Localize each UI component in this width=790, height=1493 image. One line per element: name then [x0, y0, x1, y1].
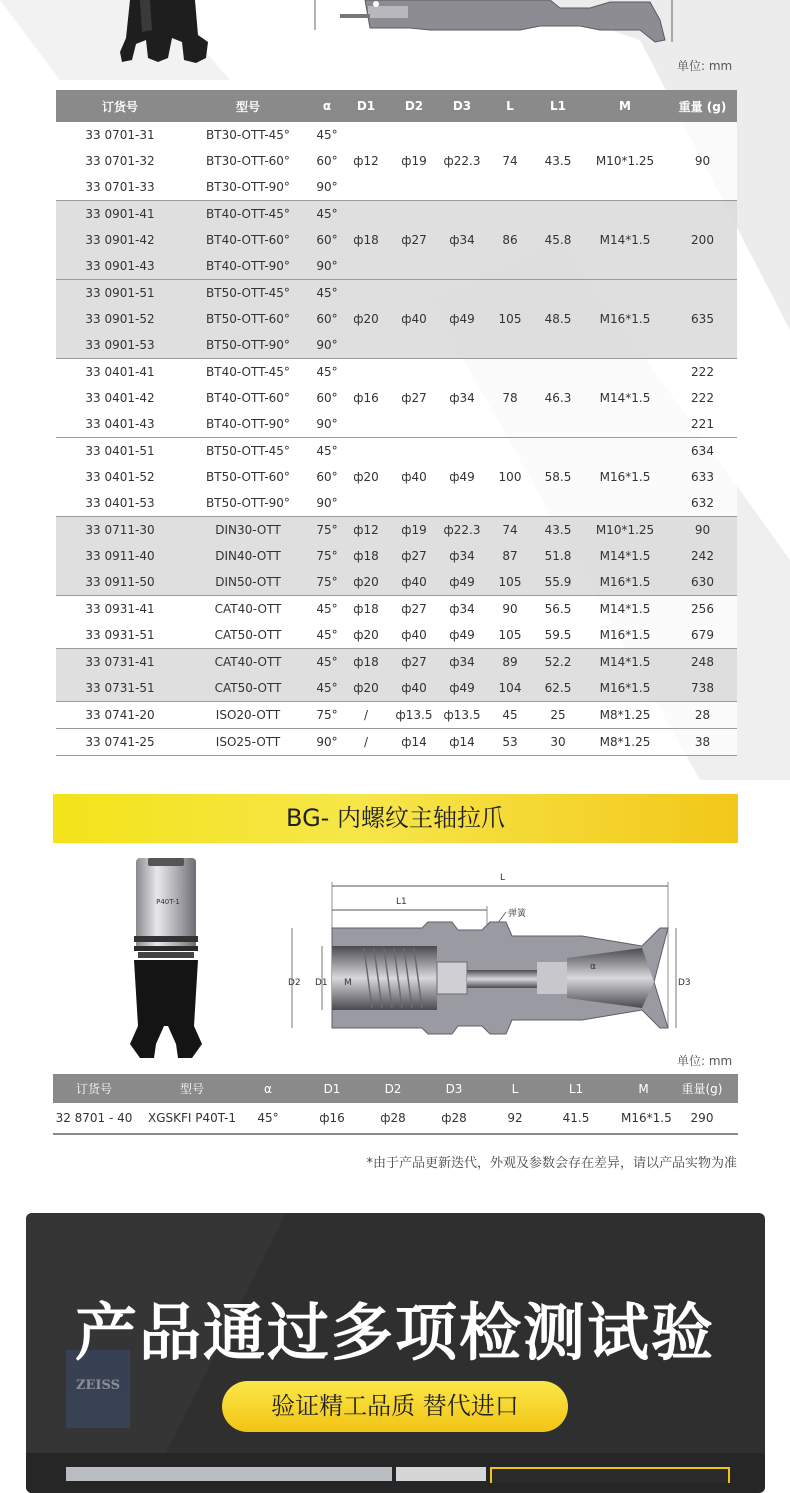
- weight-cell: 738: [668, 675, 737, 702]
- model-cell: BT50-OTT-45°: [184, 438, 312, 465]
- order-number-cell: 33 0401-42: [56, 385, 184, 411]
- m-cell: M14*1.5: [582, 649, 668, 676]
- table-row: [56, 122, 737, 148]
- l-cell: 89: [486, 649, 534, 676]
- table-row: [56, 596, 737, 623]
- unit-label-top: 单位: mm: [677, 59, 733, 73]
- model-cell: BT50-OTT-90°: [184, 332, 312, 359]
- d1-cell: ф16: [287, 1103, 377, 1134]
- d2-cell: ф27: [390, 649, 438, 676]
- table-row-group: [56, 359, 737, 438]
- bg-section-title: BG- 内螺纹主轴拉爪: [286, 804, 505, 832]
- d3-cell: ф28: [409, 1103, 499, 1134]
- alpha-cell: 75°: [312, 543, 342, 569]
- d3-cell: ф34: [438, 596, 486, 623]
- d2-cell: ф27: [390, 543, 438, 569]
- order-number-cell: 33 0901-52: [56, 306, 184, 332]
- column-header: α: [249, 1074, 287, 1103]
- model-cell: BT50-OTT-45°: [184, 280, 312, 307]
- model-cell: BT50-OTT-90°: [184, 490, 312, 517]
- table-row-group: [56, 438, 737, 517]
- alpha-cell: 60°: [312, 306, 342, 332]
- model-cell: BT50-OTT-60°: [184, 306, 312, 332]
- l1-cell: 43.5: [534, 122, 582, 201]
- table-row: [56, 649, 737, 676]
- product-engraving: P40T-1: [156, 898, 180, 906]
- l1-cell: 58.5: [534, 438, 582, 517]
- model-cell: DIN50-OTT: [184, 569, 312, 596]
- table-row-group: [56, 280, 737, 359]
- l1-cell: 45.8: [534, 201, 582, 280]
- column-header: L: [499, 1074, 531, 1103]
- m-cell: M16*1.5: [582, 280, 668, 359]
- order-number-cell: 33 0911-50: [56, 569, 184, 596]
- model-cell: BT40-OTT-45°: [184, 201, 312, 228]
- d2-cell: ф40: [390, 569, 438, 596]
- table-row: [56, 569, 737, 596]
- quality-pill: [222, 1381, 568, 1432]
- m-cell: M14*1.5: [582, 359, 668, 438]
- column-header: L: [486, 90, 534, 122]
- m-cell: M16*1.5: [621, 1103, 666, 1134]
- table-header-row: [53, 1074, 738, 1103]
- order-number-cell: 33 0901-51: [56, 280, 184, 307]
- d2-cell: ф14: [390, 729, 438, 756]
- d2-cell: ф27: [390, 359, 438, 438]
- column-header: L1: [531, 1074, 621, 1103]
- table-row-group: [56, 517, 737, 596]
- d3-cell: ф22.3: [438, 517, 486, 544]
- column-header: D3: [409, 1074, 499, 1103]
- weight-cell: 633: [668, 464, 737, 490]
- model-cell: CAT40-OTT: [184, 596, 312, 623]
- alpha-cell: 90°: [312, 332, 342, 359]
- dim-label-L: L: [500, 873, 506, 883]
- table-row-group: [56, 122, 737, 201]
- d2-cell: ф19: [390, 122, 438, 201]
- d3-cell: ф34: [438, 201, 486, 280]
- d3-cell: ф34: [438, 359, 486, 438]
- l1-cell: 56.5: [534, 596, 582, 623]
- weight-cell: 256: [668, 596, 737, 623]
- m-cell: M14*1.5: [582, 543, 668, 569]
- order-number-cell: 33 0701-31: [56, 122, 184, 148]
- order-number-cell: 33 0931-51: [56, 622, 184, 649]
- order-number-cell: 33 0731-41: [56, 649, 184, 676]
- model-cell: CAT50-OTT: [184, 622, 312, 649]
- disclaimer-footnote: *由于产品更新迭代，外观及参数会存在差异，请以产品实物为准: [366, 1156, 737, 1171]
- bg-cross-section-diagram: [282, 866, 692, 1036]
- zeiss-watermark-text: ZEISS: [76, 1378, 120, 1393]
- d1-cell: ф12: [342, 122, 390, 201]
- alpha-cell: 60°: [312, 148, 342, 174]
- table-row-group: [56, 702, 737, 729]
- l-cell: 104: [486, 675, 534, 702]
- column-header: 重量 (g): [668, 90, 737, 122]
- bg-section-banner: [53, 794, 738, 843]
- d2-cell: ф13.5: [390, 702, 438, 729]
- order-number-cell: 33 0901-42: [56, 227, 184, 253]
- order-number-cell: 33 0931-41: [56, 596, 184, 623]
- order-number-cell: 33 0701-32: [56, 148, 184, 174]
- l-cell: 105: [486, 280, 534, 359]
- d3-cell: ф49: [438, 438, 486, 517]
- model-cell: BT30-OTT-90°: [184, 174, 312, 201]
- alpha-cell: 90°: [312, 729, 342, 756]
- d3-cell: ф13.5: [438, 702, 486, 729]
- d3-cell: ф14: [438, 729, 486, 756]
- table-row: [56, 543, 737, 569]
- model-cell: BT50-OTT-60°: [184, 464, 312, 490]
- alpha-cell: 45°: [312, 622, 342, 649]
- d2-cell: ф19: [390, 517, 438, 544]
- order-number-cell: 33 0911-40: [56, 543, 184, 569]
- weight-cell: 630: [668, 569, 737, 596]
- l-cell: 74: [486, 517, 534, 544]
- weight-cell: 634: [668, 438, 737, 465]
- model-cell: BT40-OTT-90°: [184, 253, 312, 280]
- l1-cell: 30: [534, 729, 582, 756]
- l-cell: 92: [499, 1103, 531, 1134]
- model-cell: ISO20-OTT: [184, 702, 312, 729]
- table-row-group: [56, 201, 737, 280]
- column-header: α: [312, 90, 342, 122]
- order-number-cell: 33 0401-52: [56, 464, 184, 490]
- table-row: [56, 438, 737, 465]
- order-number-cell: 33 0701-33: [56, 174, 184, 201]
- l1-cell: 62.5: [534, 675, 582, 702]
- table-row: [56, 622, 737, 649]
- column-header: D3: [438, 90, 486, 122]
- order-number-cell: 33 0901-41: [56, 201, 184, 228]
- alpha-cell: 45°: [312, 122, 342, 148]
- l-cell: 105: [486, 622, 534, 649]
- l1-cell: 51.8: [534, 543, 582, 569]
- column-header: 订货号: [53, 1074, 135, 1103]
- l-cell: 86: [486, 201, 534, 280]
- weight-cell: 28: [668, 702, 737, 729]
- table-row: [53, 1103, 738, 1134]
- model-cell: CAT40-OTT: [184, 649, 312, 676]
- column-header: M: [621, 1074, 666, 1103]
- d3-cell: ф49: [438, 280, 486, 359]
- dim-label-L1: L1: [396, 897, 407, 907]
- m-cell: M16*1.5: [582, 438, 668, 517]
- d1-cell: ф18: [342, 543, 390, 569]
- column-header: D1: [342, 90, 390, 122]
- d1-cell: ф20: [342, 438, 390, 517]
- m-cell: M10*1.25: [582, 122, 668, 201]
- m-cell: M10*1.25: [582, 517, 668, 544]
- model-cell: DIN40-OTT: [184, 543, 312, 569]
- d3-cell: ф34: [438, 543, 486, 569]
- d1-cell: ф18: [342, 649, 390, 676]
- d1-cell: ф20: [342, 280, 390, 359]
- m-cell: M14*1.5: [582, 201, 668, 280]
- test-section-title: 产品通过多项检测试验: [74, 1296, 715, 1369]
- column-header: 型号: [184, 90, 312, 122]
- table-row-group: [56, 649, 737, 702]
- spec-table-ott: [56, 90, 737, 756]
- weight-cell: 248: [668, 649, 737, 676]
- l-cell: 87: [486, 543, 534, 569]
- quality-pill-text: 验证精工品质 替代进口: [271, 1392, 519, 1420]
- order-number-cell: 33 0901-43: [56, 253, 184, 280]
- alpha-cell: 45°: [312, 596, 342, 623]
- model-cell: ISO25-OTT: [184, 729, 312, 756]
- m-cell: M16*1.5: [582, 675, 668, 702]
- alpha-cell: 60°: [312, 464, 342, 490]
- l-cell: 74: [486, 122, 534, 201]
- d1-cell: ф18: [342, 201, 390, 280]
- test-photo-2: [396, 1467, 486, 1481]
- d1-cell: ф18: [342, 596, 390, 623]
- model-cell: BT40-OTT-45°: [184, 359, 312, 386]
- l1-cell: 59.5: [534, 622, 582, 649]
- l1-cell: 52.2: [534, 649, 582, 676]
- column-header: 型号: [135, 1074, 249, 1103]
- table-row: [56, 280, 737, 307]
- m-cell: M16*1.5: [582, 622, 668, 649]
- order-number-cell: 33 0901-53: [56, 332, 184, 359]
- spec-table-bg: [53, 1074, 738, 1135]
- weight-cell: 200: [668, 201, 737, 280]
- d1-cell: ф16: [342, 359, 390, 438]
- alpha-cell: 45°: [312, 280, 342, 307]
- model-cell: DIN30-OTT: [184, 517, 312, 544]
- d1-cell: ф20: [342, 569, 390, 596]
- column-header: 订货号: [56, 90, 184, 122]
- order-number-cell: 33 0741-20: [56, 702, 184, 729]
- table-row: [56, 702, 737, 729]
- l-cell: 90: [486, 596, 534, 623]
- l1-cell: 55.9: [534, 569, 582, 596]
- weight-cell: 222: [668, 359, 737, 386]
- table-header-row: [56, 90, 737, 122]
- model-cell: BT40-OTT-90°: [184, 411, 312, 438]
- d2-cell: ф27: [390, 596, 438, 623]
- weight-cell: 221: [668, 411, 737, 438]
- alpha-cell: 75°: [312, 702, 342, 729]
- d1-cell: /: [342, 702, 390, 729]
- l1-cell: 25: [534, 702, 582, 729]
- order-number-cell: 33 0401-53: [56, 490, 184, 517]
- spring-label: 弹簧: [508, 909, 527, 919]
- column-header: D2: [390, 90, 438, 122]
- l-cell: 105: [486, 569, 534, 596]
- order-number-cell: 33 0741-25: [56, 729, 184, 756]
- m-cell: M8*1.25: [582, 729, 668, 756]
- weight-cell: 635: [668, 280, 737, 359]
- model-cell: BT40-OTT-60°: [184, 227, 312, 253]
- l1-cell: 43.5: [534, 517, 582, 544]
- alpha-cell: 90°: [312, 411, 342, 438]
- dim-label-M: M: [344, 978, 352, 988]
- weight-cell: 222: [668, 385, 737, 411]
- table-row: [56, 517, 737, 544]
- d2-cell: ф40: [390, 622, 438, 649]
- weight-cell: 38: [668, 729, 737, 756]
- table-row: [56, 359, 737, 386]
- unit-label-bg: 单位: mm: [677, 1054, 733, 1068]
- model-cell: CAT50-OTT: [184, 675, 312, 702]
- d2-cell: ф40: [390, 675, 438, 702]
- alpha-cell: 45°: [312, 201, 342, 228]
- l-cell: 100: [486, 438, 534, 517]
- alpha-cell: 60°: [312, 385, 342, 411]
- l1-cell: 48.5: [534, 280, 582, 359]
- column-header: 重量(g): [666, 1074, 738, 1103]
- dim-label-D2: D2: [288, 978, 301, 988]
- cross-section-drawing-top: [310, 0, 690, 48]
- l1-cell: 41.5: [531, 1103, 621, 1134]
- l-cell: 53: [486, 729, 534, 756]
- weight-cell: 290: [666, 1103, 738, 1134]
- d2-cell: ф27: [390, 201, 438, 280]
- alpha-cell: 45°: [249, 1103, 287, 1134]
- l1-cell: 46.3: [534, 359, 582, 438]
- tool-holder-photo: [110, 0, 220, 70]
- alpha-cell: 45°: [312, 438, 342, 465]
- d2-cell: ф40: [390, 438, 438, 517]
- l-cell: 78: [486, 359, 534, 438]
- weight-cell: 90: [668, 517, 737, 544]
- alpha-cell: 60°: [312, 227, 342, 253]
- pull-stud-photo: [128, 856, 204, 1062]
- column-header: D2: [377, 1074, 409, 1103]
- order-number-cell: 33 0401-43: [56, 411, 184, 438]
- alpha-cell: 90°: [312, 490, 342, 517]
- model-cell: BT30-OTT-60°: [184, 148, 312, 174]
- table-row: [56, 729, 737, 756]
- weight-cell: 90: [668, 122, 737, 201]
- column-header: L1: [534, 90, 582, 122]
- d3-cell: ф49: [438, 622, 486, 649]
- column-header: D1: [287, 1074, 377, 1103]
- model-cell: BT40-OTT-60°: [184, 385, 312, 411]
- d1-cell: ф12: [342, 517, 390, 544]
- d1-cell: ф20: [342, 622, 390, 649]
- d2-cell: ф28: [377, 1103, 409, 1134]
- order-number-cell: 33 0711-30: [56, 517, 184, 544]
- table-row-group: [56, 729, 737, 756]
- order-number-cell: 33 0401-41: [56, 359, 184, 386]
- dim-label-D1: D1: [315, 978, 328, 988]
- alpha-cell: 45°: [312, 675, 342, 702]
- alpha-cell: 45°: [312, 649, 342, 676]
- table-row: [56, 675, 737, 702]
- l-cell: 45: [486, 702, 534, 729]
- test-photo-1: [66, 1467, 392, 1481]
- d1-cell: /: [342, 729, 390, 756]
- m-cell: M14*1.5: [582, 596, 668, 623]
- weight-cell: 242: [668, 543, 737, 569]
- column-header: M: [582, 90, 668, 122]
- weight-cell: 679: [668, 622, 737, 649]
- d3-cell: ф49: [438, 569, 486, 596]
- alpha-cell: 90°: [312, 253, 342, 280]
- dim-label-alpha: α: [590, 962, 596, 972]
- order-number-cell: 33 0731-51: [56, 675, 184, 702]
- d2-cell: ф40: [390, 280, 438, 359]
- d3-cell: ф49: [438, 675, 486, 702]
- table-row-group: [56, 596, 737, 649]
- alpha-cell: 75°: [312, 569, 342, 596]
- alpha-cell: 75°: [312, 517, 342, 544]
- weight-cell: 632: [668, 490, 737, 517]
- model-cell: BT30-OTT-45°: [184, 122, 312, 148]
- table-row: [56, 201, 737, 228]
- order-number-cell: 33 0401-51: [56, 438, 184, 465]
- order-number-cell: 32 8701 - 40: [53, 1103, 135, 1134]
- m-cell: M16*1.5: [582, 569, 668, 596]
- m-cell: M8*1.25: [582, 702, 668, 729]
- alpha-cell: 90°: [312, 174, 342, 201]
- d3-cell: ф34: [438, 649, 486, 676]
- dim-label-D3: D3: [678, 978, 691, 988]
- d1-cell: ф20: [342, 675, 390, 702]
- model-cell: XGSKFI P40T-1: [135, 1103, 249, 1134]
- alpha-cell: 45°: [312, 359, 342, 386]
- d3-cell: ф22.3: [438, 122, 486, 201]
